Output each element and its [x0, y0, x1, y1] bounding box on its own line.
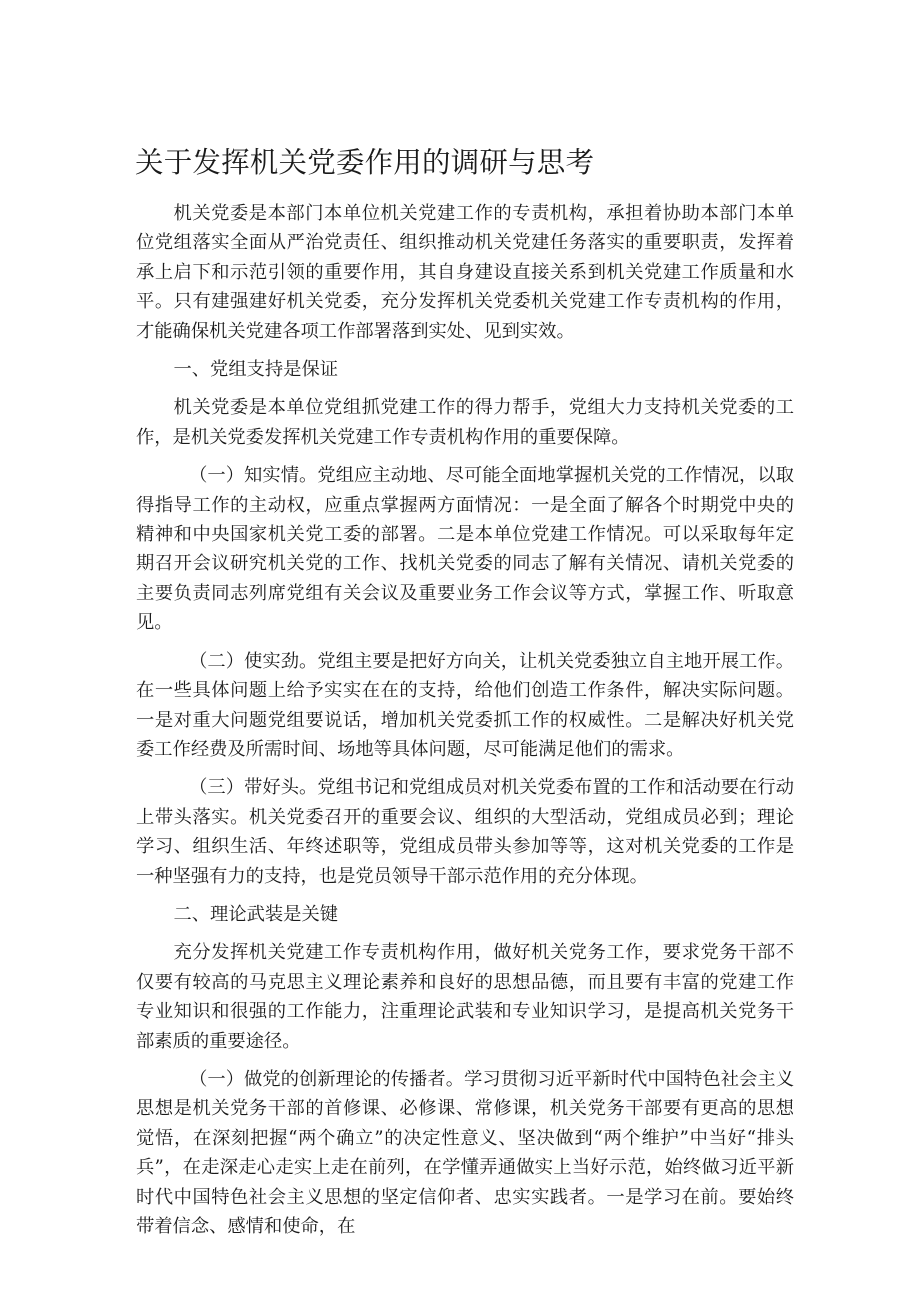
section-2-paragraph: 充分发挥机关党建工作专责机构作用，做好机关党务工作，要求党务干部不仅要有较高的马克思主义理论素养和良好的思想品德，而且要有丰富的党建工作专业知识和很强的工作能力，注重理论武装和专业知识学习，是提高机关党务干部素质的重要途径。 — [136, 942, 794, 1052]
document-title: 关于发挥机关党委作用的调研与思考 — [135, 146, 595, 179]
section-1-item-1: （一）知实情。党组应主动地、尽可能全面地掌握机关党的工作情况，以取得指导工作的主动权，应重点掌握两方面情况：一是全面了解各个时期党中央的精神和中央国家机关党工委的部署。二是本单位党建工作情况。可以采取每年定期召开会议研究机关党的工作、找机关党委的同志了解有关情况、请机关党委的主要负责同志列席党组有关会议及重要业务工作会议等方式，掌握工作、听取意见。 — [136, 465, 794, 634]
section-1-item-2: （二）使实劲。党组主要是把好方向关，让机关党委独立自主地开展工作。在一些具体问题上给予实实在在的支持，给他们创造工作条件，解决实际问题。一是对重大问题党组要说话，增加机关党委抓工作的权威性。二是解决好机关党委工作经费及所需时间、场地等具体问题，尽可能满足他们的需求。 — [136, 650, 794, 760]
intro-paragraph: 机关党委是本部门本单位机关党建工作的专责机构，承担着协助本部门本单位党组落实全面从严治党责任、组织推动机关党建任务落实的重要职责，发挥着承上启下和示范引领的重要作用，其自身建设直接关系到机关党建工作质量和水平。只有建强建好机关党委，充分发挥机关党委机关党建工作专责机构的作用，才能确保机关党建各项工作部署落到实处、见到实效。 — [136, 203, 794, 342]
section-1-item-3: （三）带好头。党组书记和党组成员对机关党委布置的工作和活动要在行动上带头落实。机关党委召开的重要会议、组织的大型活动，党组成员必到；理论学习、组织生活、年终述职等，党组成员带头参加等等，这对机关党委的工作是一种坚强有力的支持，也是党员领导干部示范作用的充分体现。 — [136, 777, 794, 887]
section-1-paragraph: 机关党委是本单位党组抓党建工作的得力帮手，党组大力支持机关党委的工作，是机关党委发挥机关党建工作专责机构作用的重要保障。 — [136, 397, 794, 448]
document-body — [136, 199, 794, 1250]
section-heading-1: 一、党组支持是保证 — [173, 359, 339, 381]
section-2-item-1: （一）做党的创新理论的传播者。学习贯彻习近平新时代中国特色社会主义思想是机关党务干部的首修课、必修课、常修课，机关党务干部要有更高的思想觉悟，在深刻把握“两个确立”的决定性意义、坚决做到“两个维护”中当好“排头兵”，在走深走心走实上走在前列，在学懂弄通做实上当好示范，始终做习近平新时代中国特色社会主义思想的坚定信仰者、忠实实践者。一是学习在前。要始终带着信念、感情和使命，在 — [136, 1068, 794, 1237]
section-heading-2: 二、理论武装是关键 — [173, 903, 339, 925]
